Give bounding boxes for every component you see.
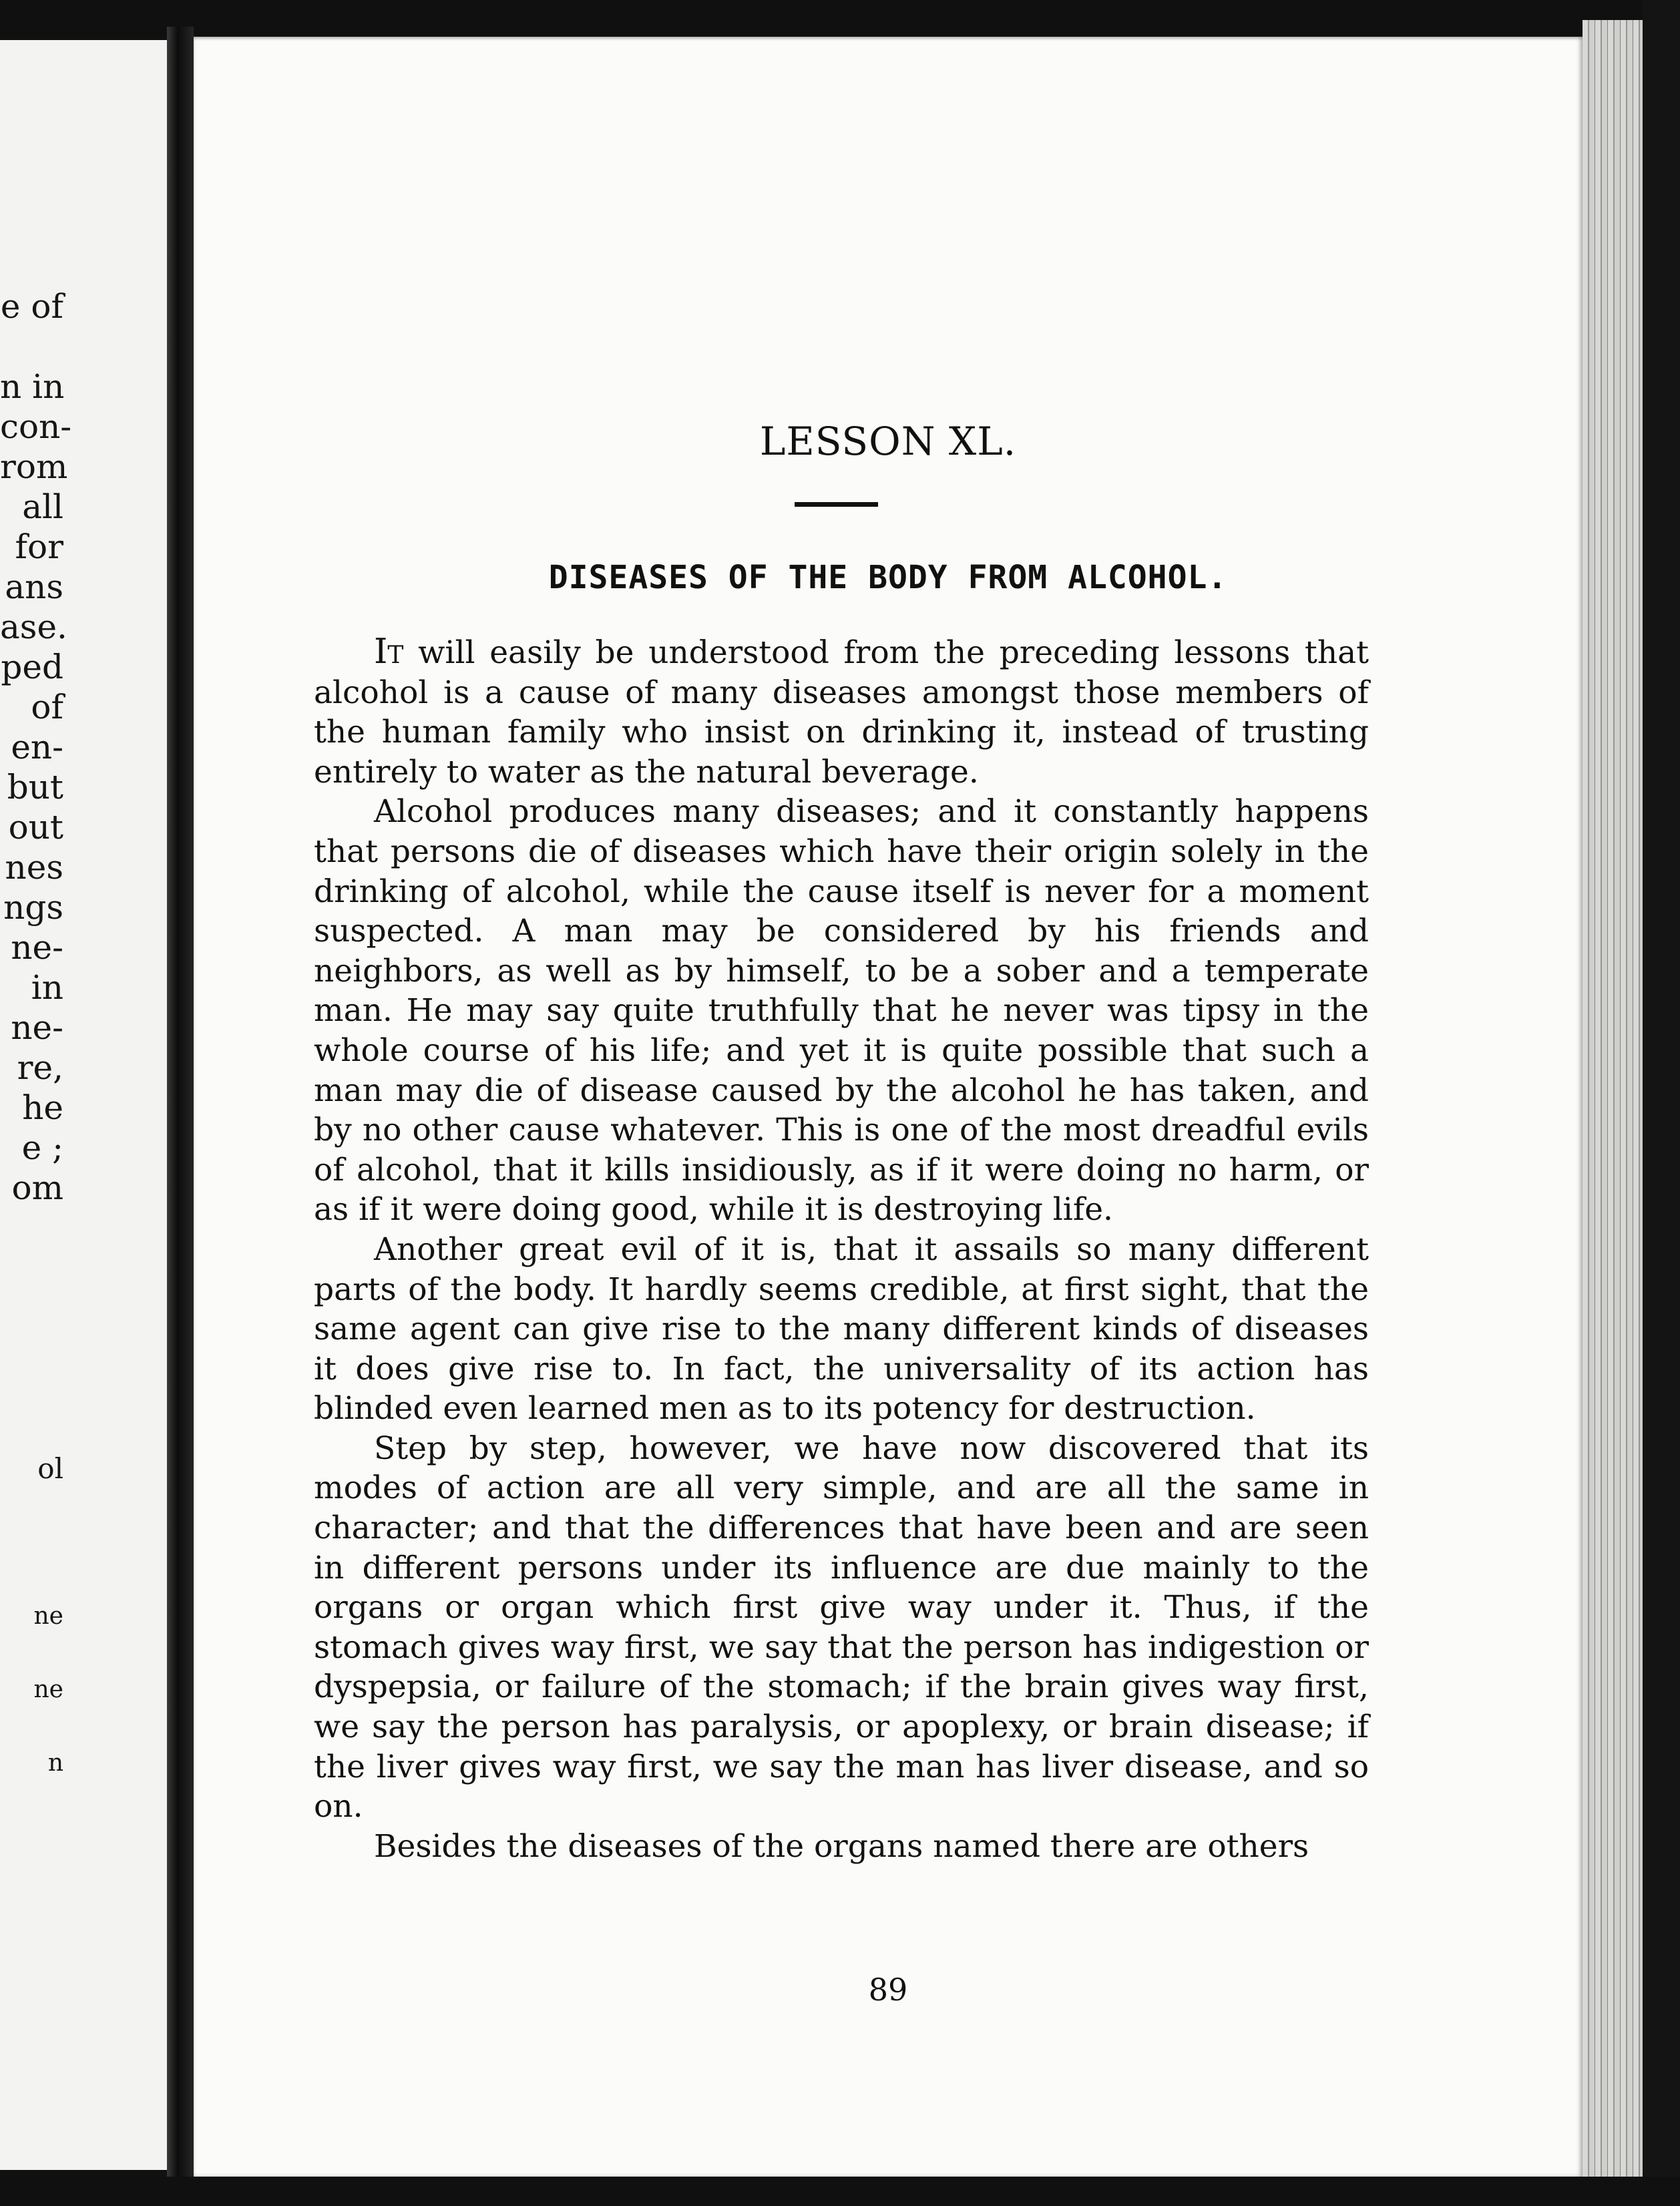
previous-page-fragment: e ; (21, 1128, 63, 1167)
previous-page-fragment: of (31, 688, 63, 726)
paragraph (314, 1429, 1369, 1827)
paragraph (314, 1827, 1369, 1867)
page-edges (1583, 20, 1643, 2203)
previous-page-fragment: ol (37, 1452, 63, 1485)
previous-page-fragment: n in (0, 367, 65, 406)
paragraph-text: Step by step, however, we have now discovered that its modes of action are all very simple, and are all the same in character; and that the differences that have been and are seen in different persons under its influence are due mainly to the organs or organ which first give way under it. Thus, if the stomach gives way first, we say that the person has indigestion or dyspepsia, or failure of the stomach; if the brain gives way first, we say the person has paralysis, or apoplexy, or brain disease; if the liver gives way first, we say the man has liver disease, and so on. (314, 1429, 1369, 1825)
previous-page-fragment: ne (33, 1602, 63, 1630)
previous-page-fragment: ne- (11, 928, 63, 967)
book-gutter (167, 27, 194, 2183)
previous-page-fragment: om (11, 1168, 63, 1207)
previous-page-fragment: ne (33, 1676, 63, 1703)
scan-border-right (1643, 0, 1680, 2206)
previous-page-fragment: but (7, 768, 63, 807)
scan-border-top (0, 0, 1680, 37)
previous-page-fragment: out (8, 808, 63, 847)
scan-border-bottom (0, 2177, 1680, 2206)
previous-page-fragment: all (22, 487, 63, 526)
paragraph-text: Another great evil of it is, that it assails so many different parts of the body. It hardly seems credible, at first sight, that the same agent can give rise to the many different kinds of diseases it does give rise to. In fact, the universality of its action has blinded even learned men as to its potency for destruction. (314, 1231, 1369, 1427)
previous-page-fragment: ped (1, 648, 63, 686)
previous-page-fragment: re, (17, 1048, 63, 1087)
paragraph-lead-word: It (374, 632, 404, 672)
previous-page-fragment: con- (0, 407, 72, 446)
paragraph-text: Alcohol produces many diseases; and it constantly happens that persons die of diseases which have their origin solely in the drinking of alcohol, while the cause itself is never for a moment suspected. A man may be considered by his friends and neighbors, as well as by himself, to be a sober and a temperate man. He may say quite truthfully that he never was tipsy in the whole course of his life; and yet it is quite possible that such a man may die of disease caused by the alcohol he has taken, and by no other cause whatever. This is one of the most dreadful evils of alcohol, that it kills insidiously, as if it were doing no harm, or as if it were doing good, while it is destroying life. (314, 793, 1369, 1229)
previous-page (0, 40, 167, 2170)
previous-page-fragment: nes (5, 848, 63, 887)
lesson-heading: LESSON XL. (759, 419, 1017, 464)
paragraph (314, 632, 1369, 792)
previous-page-fragment: in (31, 968, 63, 1007)
paragraph (314, 1230, 1369, 1429)
paragraph-text: Besides the diseases of the organs named there are others (374, 1827, 1309, 1865)
previous-page-fragment: rom (0, 447, 68, 486)
book-page (194, 37, 1583, 2177)
chapter-title: DISEASES OF THE BODY FROM ALCOHOL. (548, 559, 1228, 596)
previous-page-fragment: for (15, 527, 63, 566)
paragraph (314, 792, 1369, 1230)
previous-page-fragment: ans (5, 568, 63, 606)
paragraph-text: will easily be understood from the preceding lessons that alcohol is a cause of many diseases amongst those members of the human family who insist on drinking it, instead of trusting entirely to water as the natural beverage. (314, 634, 1369, 791)
previous-page-fragment: en- (11, 728, 63, 766)
body-text (314, 632, 1369, 1866)
previous-page-fragment: e of (0, 287, 63, 326)
previous-page-fragment: n (47, 1749, 63, 1777)
previous-page-fragment: ase. (0, 608, 67, 646)
page-number: 89 (868, 1972, 908, 2008)
previous-page-fragment: he (22, 1088, 63, 1127)
heading-rule (795, 502, 878, 507)
previous-page-fragment: ne- (11, 1008, 63, 1047)
previous-page-fragment: ngs (3, 888, 63, 927)
